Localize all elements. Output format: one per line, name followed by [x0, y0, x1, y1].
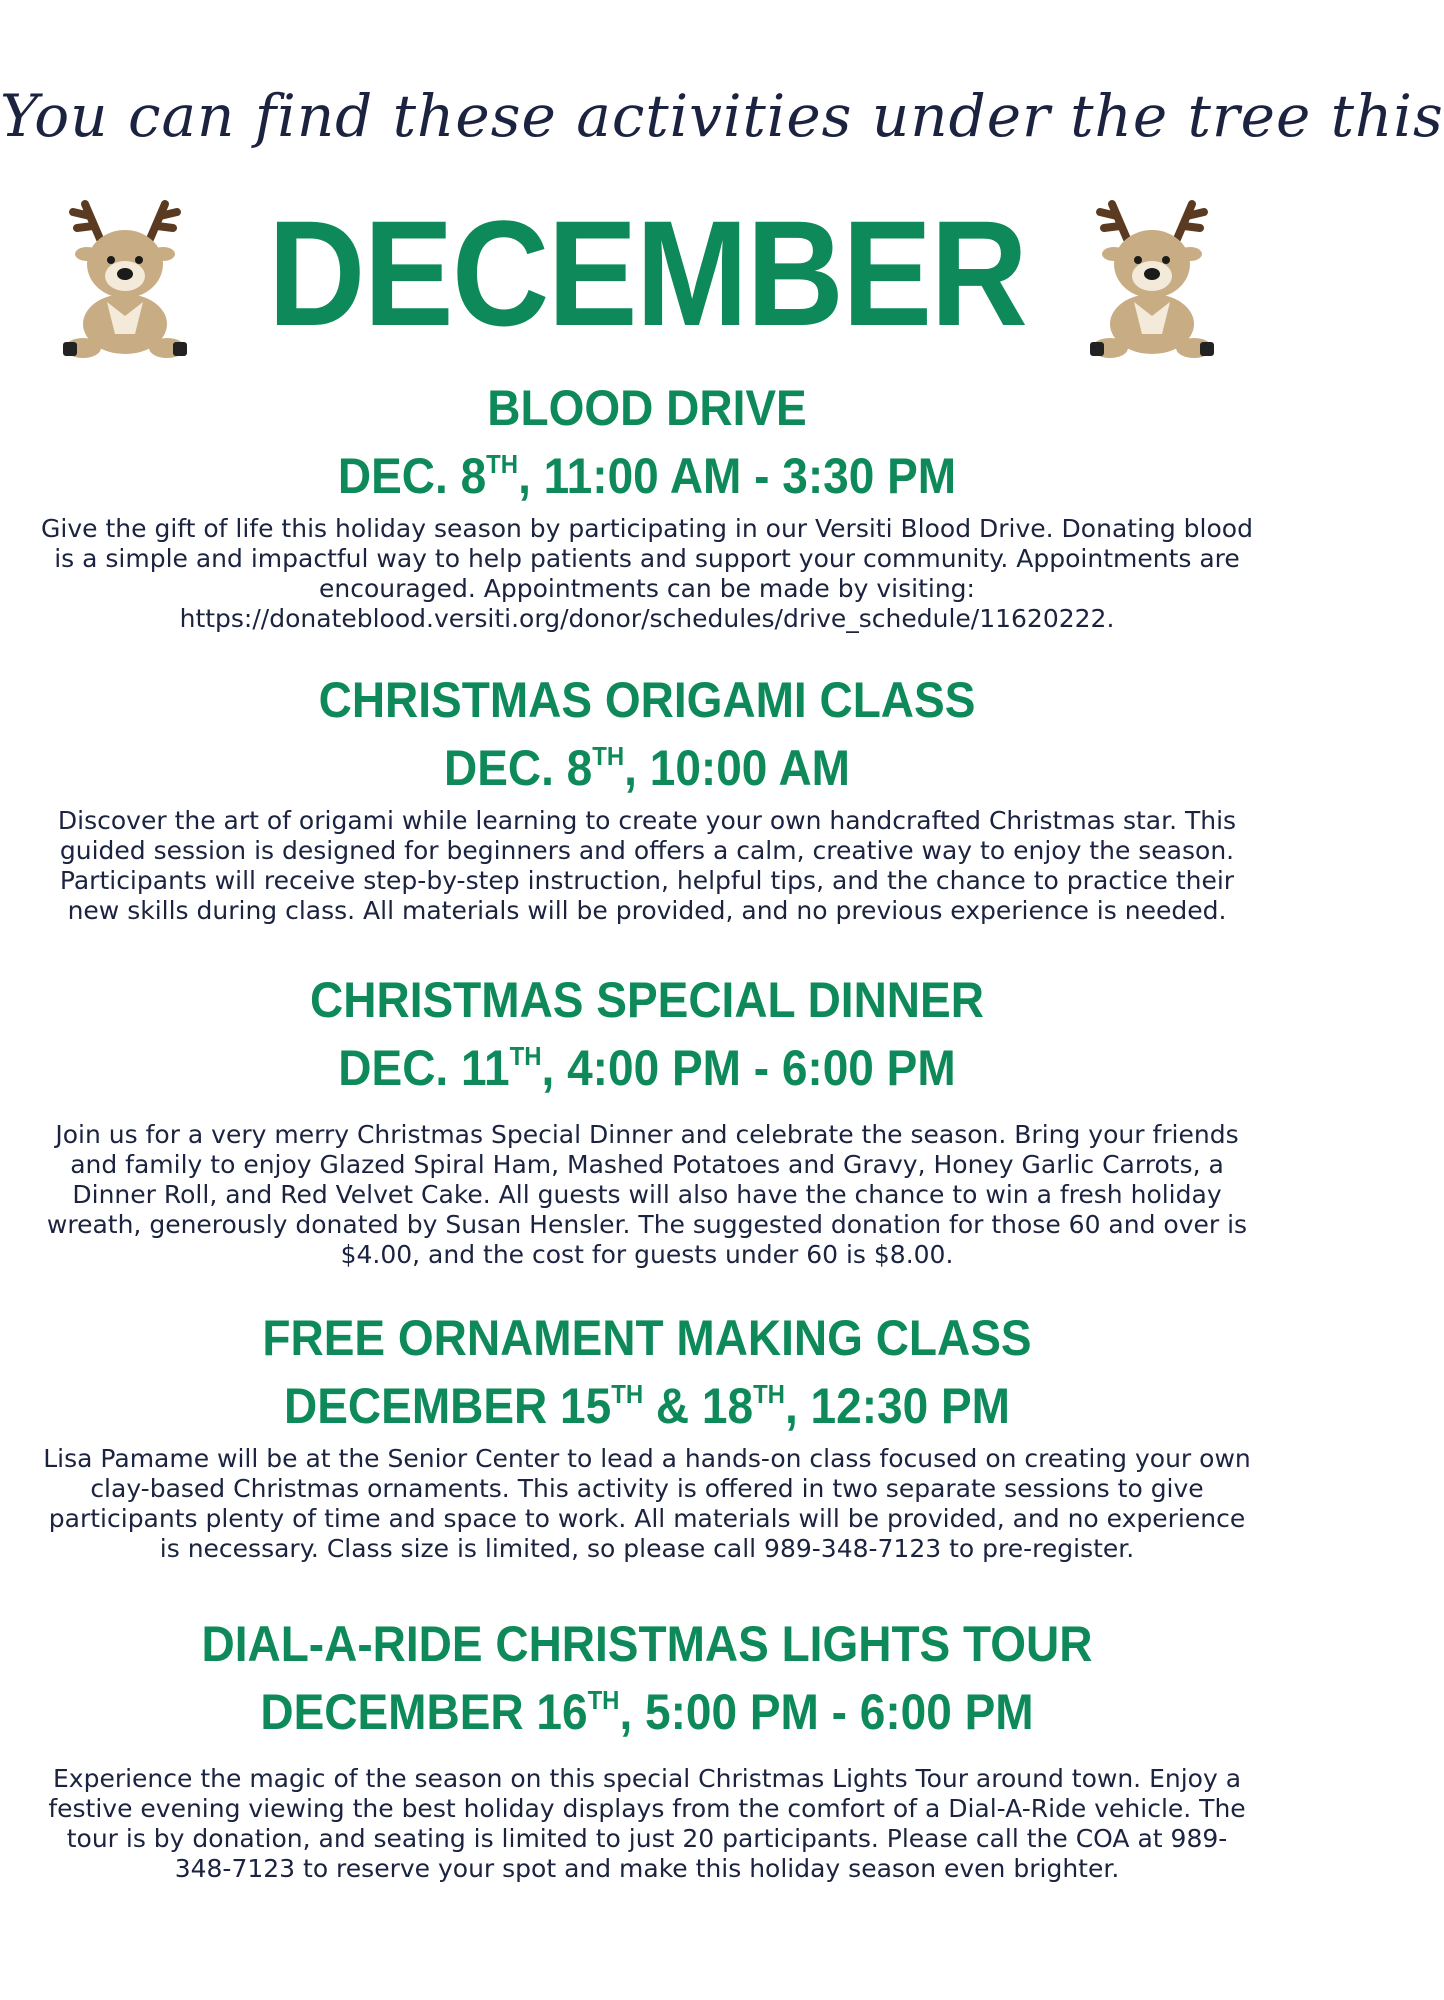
event-description: Discover the art of origami while learning to create your own handcrafted Christmas star. This guided session is designed for beginners and offers a calm, creative way to enjoy the season. Participants will receive step-by-step instruction, helpful tips, and the chance to practice their new skills during class. All materials will be provided, and no previous experience is needed.	[57, 806, 1237, 925]
month-title: DECEMBER	[267, 189, 1027, 357]
event-date: DECEMBER 16TH, 5:00 PM - 6:00 PM	[260, 1684, 1034, 1740]
event-ornament-class	[40, 1310, 1254, 1564]
event-title: FREE ORNAMENT MAKING CLASS	[262, 1310, 1032, 1366]
event-title: DIAL-A-RIDE CHRISTMAS LIGHTS TOUR	[201, 1616, 1093, 1672]
event-origami-class	[40, 672, 1254, 926]
event-description: Join us for a very merry Christmas Special Dinner and celebrate the season. Bring your friends and family to enjoy Glazed Spiral Ham, Mashed Potatoes and Gravy, Honey Garlic Carrots, a Dinner Roll, and Red Velvet Cake. All guests will also have the chance to win a fresh holiday wreath, generously donated by Susan Hensler. The suggested donation for those 60 and over is $4.00, and the cost for guests under 60 is $8.00.	[46, 1120, 1248, 1269]
event-special-dinner	[40, 972, 1254, 1270]
event-date: DECEMBER 15TH & 18TH, 12:30 PM	[284, 1378, 1010, 1434]
event-date: DEC. 11TH, 4:00 PM - 6:00 PM	[338, 1040, 956, 1096]
event-description: Experience the magic of the season on this special Christmas Lights Tour around town. Enjoy a festive evening viewing the best holiday displays from the comfort of a Dial-A-Ride vehicle. The tour is by donation, and seating is limited to just 20 participants. Please call the COA at 989-348-7123 to reserve your spot and make this holiday season even brighter.	[48, 1764, 1246, 1883]
event-title: CHRISTMAS ORIGAMI CLASS	[318, 672, 976, 728]
event-blood-drive	[40, 380, 1254, 634]
event-description: Lisa Pamame will be at the Senior Center to lead a hands-on class focused on creating your own clay-based Christmas ornaments. This activity is offered in two separate sessions to give participants plenty of time and space to work. All materials will be provided, and no experience is necessary. Class size is limited, so please call 989-348-7123 to pre-register.	[43, 1444, 1251, 1563]
event-lights-tour	[40, 1616, 1254, 1884]
event-title: BLOOD DRIVE	[487, 380, 807, 436]
event-date: DEC. 8TH, 10:00 AM	[443, 740, 851, 796]
event-title: CHRISTMAS SPECIAL DINNER	[310, 972, 984, 1028]
reindeer-icon	[1082, 184, 1222, 364]
event-date: DEC. 8TH, 11:00 AM - 3:30 PM	[337, 448, 957, 504]
header-script-line: You can find these activities under the tree this	[0, 82, 1444, 150]
event-description: Give the gift of life this holiday season by participating in our Versiti Blood Drive. Donating blood is a simple and impactful way to help patients and support your community. Appointments are encouraged. Appointments can be made by visiting: https://donateblood.versiti.org/donor/schedules/drive_schedule/11620222.	[41, 514, 1253, 633]
